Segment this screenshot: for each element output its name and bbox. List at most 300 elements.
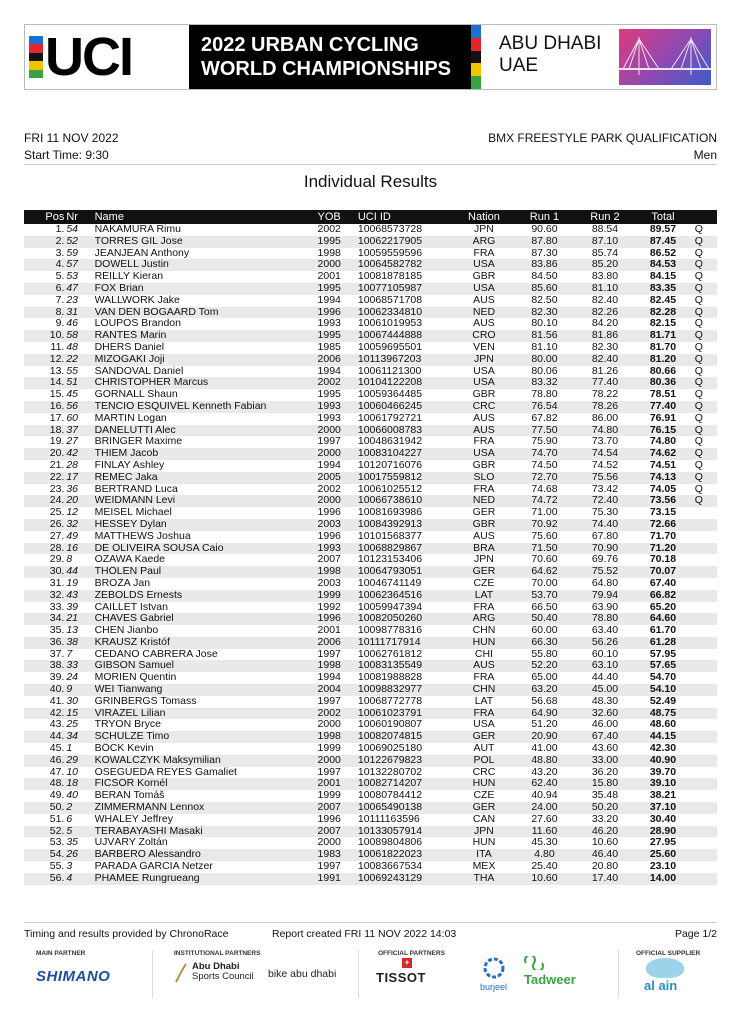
header-divider: [24, 164, 717, 165]
cell-name: OSEGUEDA REYES Gamaliet: [94, 766, 237, 778]
cell-qualified: Q: [691, 425, 717, 437]
cell-total: 61.28: [635, 637, 690, 649]
cell-qualified: [691, 837, 717, 849]
cell-uci-id: 10046741149: [357, 577, 422, 589]
cell-qualified: [691, 743, 717, 755]
cell-uci-id: 10061792721: [357, 412, 423, 424]
cell-nr: 58: [64, 330, 94, 342]
cell-name: MEISEL Michael: [94, 507, 172, 519]
cell-pos: 43.: [49, 719, 65, 731]
cell-total: 14.00: [635, 873, 690, 885]
cell-nr: 37: [64, 425, 94, 437]
cell-nation: FRA: [473, 672, 495, 684]
cell-pos: 36.: [24, 637, 64, 649]
cell-run1: 80.10: [531, 318, 558, 330]
main-partner-label: MAIN PARTNER: [36, 950, 86, 957]
cell-run2: 60.10: [591, 648, 619, 660]
cell-run1: 76.54: [514, 401, 575, 413]
cell-run2: 85.20: [575, 259, 636, 271]
cell-nation: POL: [454, 755, 515, 767]
cell-run1: 24.00: [514, 802, 575, 814]
cell-run2: 88.54: [591, 224, 619, 235]
cell-pos: 3.: [55, 247, 65, 259]
col-run1: Run 1: [514, 210, 575, 224]
cell-run1: 80.06: [531, 365, 558, 377]
cell-total: 54.10: [635, 684, 690, 696]
cell-pos: 4.: [24, 259, 64, 271]
cell-run1: 70.92: [514, 519, 575, 531]
results-table: [24, 210, 717, 885]
table-row: [24, 637, 717, 649]
cell-yob: 2002: [318, 377, 358, 389]
cell-run2: 81.86: [575, 330, 636, 342]
institutional-partners-label: INSTITUTIONAL PARTNERS: [174, 950, 261, 957]
cell-name: CHAVES Gabriel: [95, 613, 318, 625]
cell-qualified: Q: [694, 436, 703, 448]
cell-total: 72.66: [635, 519, 690, 531]
cell-nation: USA: [454, 283, 515, 295]
cell-uci-id: 10066738610: [358, 495, 454, 507]
cell-run1: 52.20: [514, 660, 575, 672]
cell-pos: 22.: [24, 472, 64, 484]
cell-uci-id: 10081878185: [357, 271, 423, 283]
cell-run2: 46.00: [591, 719, 619, 731]
cell-uci-id: 10061023791: [358, 708, 454, 720]
timing-credit: Timing and results provided by ChronoRace: [24, 928, 229, 940]
host-line-1: ABU DHABI: [499, 33, 602, 54]
cell-yob: 2001: [317, 625, 341, 637]
table-row: [24, 318, 717, 330]
cell-run1: 90.60: [531, 224, 558, 235]
host-city: [499, 33, 601, 77]
cell-run2: 82.40: [575, 354, 636, 366]
cell-name: REMEC Jaka: [95, 472, 318, 484]
cell-run1: 66.50: [531, 601, 558, 613]
cell-uci-id: 10068829867: [358, 543, 454, 555]
burjeel-logo: burjeel: [480, 982, 508, 992]
cell-total: 87.45: [635, 236, 690, 248]
cell-nr: 26: [64, 849, 94, 861]
cell-total: 82.28: [635, 307, 690, 319]
cell-nr: 29: [64, 755, 94, 767]
partner-divider: [618, 950, 619, 998]
cell-nation: FRA: [473, 601, 495, 613]
cell-run1: 56.68: [531, 695, 558, 707]
cell-nr: 9: [64, 684, 94, 696]
cell-run1: 27.60: [531, 813, 558, 825]
cell-name: DE OLIVEIRA SOUSA Caio: [95, 543, 318, 555]
cell-total: 86.52: [649, 247, 677, 259]
cell-name: BARBERO Alessandro: [95, 849, 318, 861]
cell-total: 80.66: [649, 365, 677, 377]
cell-run1: 62.40: [514, 778, 575, 790]
cell-total: 82.45: [649, 294, 677, 306]
cell-run1: 71.50: [514, 543, 575, 555]
cell-yob: 1997: [317, 766, 341, 778]
col-pos: Pos: [24, 210, 64, 224]
table-row: [24, 354, 717, 366]
cell-run1: 82.30: [514, 307, 575, 319]
cell-pos: 53.: [49, 837, 65, 849]
cell-yob: 1999: [318, 590, 358, 602]
col-uci-id: UCI ID: [358, 210, 454, 224]
cell-uci-id: 10083667534: [357, 861, 423, 873]
cell-pos: 15.: [49, 389, 65, 401]
cell-run1: 4.80: [514, 849, 575, 861]
cell-name: JEANJEAN Anthony: [94, 247, 190, 259]
cell-pos: 11.: [50, 341, 65, 353]
cell-run1: 70.00: [531, 577, 558, 589]
cell-qualified: [691, 649, 717, 661]
cell-yob: 2005: [318, 472, 358, 484]
cell-yob: 1992: [317, 601, 341, 613]
partner-divider: [358, 950, 359, 998]
cell-pos: 20.: [24, 448, 64, 460]
table-row: [24, 849, 717, 861]
cell-run1: 74.68: [531, 483, 558, 495]
cell-name: REILLY Kieran: [94, 271, 164, 283]
cell-name: LOUPOS Brandon: [94, 318, 181, 330]
cell-nation: CHN: [472, 625, 496, 637]
cell-name: CAILLET Istvan: [94, 601, 168, 613]
table-row: [24, 484, 717, 496]
cell-yob: 1996: [318, 613, 358, 625]
cell-total: 64.60: [635, 613, 690, 625]
cell-nation: JPN: [474, 224, 494, 235]
cell-run2: 78.22: [591, 389, 619, 401]
abu-dhabi-sports-council-logo: [192, 962, 254, 982]
cell-uci-id: 10132280702: [357, 766, 423, 778]
shimano-logo: SHIMANO: [36, 968, 111, 985]
cell-run2: 86.00: [591, 412, 619, 424]
cell-nation: GER: [454, 566, 515, 578]
cell-run2: 70.90: [575, 543, 636, 555]
cell-nr: 21: [64, 613, 94, 625]
cell-run1: 64.62: [514, 566, 575, 578]
cell-pos: 27.: [49, 530, 65, 542]
partner-divider: [152, 950, 153, 998]
cell-nr: 28: [66, 459, 79, 471]
cell-nr: 53: [66, 271, 79, 283]
cell-nation: LAT: [474, 695, 494, 707]
cell-nation: ARG: [454, 236, 515, 248]
cell-run2: 69.76: [591, 554, 619, 566]
cell-qualified: [691, 602, 717, 614]
cell-uci-id: 10059364485: [357, 389, 423, 401]
adsc-line-1: Abu Dhabi: [192, 961, 240, 972]
championship-title-box: [189, 25, 471, 89]
cell-nation: GBR: [472, 459, 496, 471]
cell-uci-id: 10065490138: [358, 802, 454, 814]
cell-name: CHEN Jianbo: [94, 625, 159, 637]
table-row: [24, 259, 717, 271]
cell-qualified: [691, 731, 717, 743]
cell-qualified: Q: [694, 389, 703, 401]
table-row: [24, 401, 717, 413]
cell-pos: 32.: [24, 590, 64, 602]
cell-total: 74.80: [649, 436, 677, 448]
cell-uci-id: 10101568377: [357, 530, 423, 542]
cell-run2: 67.40: [575, 731, 636, 743]
cell-uci-id: 10133057914: [358, 826, 454, 838]
table-row: [24, 436, 717, 448]
cell-total: 23.10: [649, 861, 677, 873]
cell-yob: 2004: [318, 684, 358, 696]
cell-total: 81.70: [649, 341, 677, 353]
cell-run2: 17.40: [575, 873, 636, 885]
official-supplier-label: OFFICIAL SUPPLIER: [636, 950, 701, 957]
cell-run1: 70.60: [531, 554, 558, 566]
cell-run2: 33.00: [575, 755, 636, 767]
cell-nr: 3: [66, 861, 73, 873]
cell-uci-id: 10061121300: [357, 365, 422, 377]
cell-run2: 46.40: [575, 849, 636, 861]
table-row: [24, 342, 717, 354]
cell-nation: CZE: [473, 790, 495, 802]
cell-pos: 31.: [49, 577, 65, 589]
cell-run2: 43.60: [591, 743, 619, 755]
cell-qualified: [691, 684, 717, 696]
cell-nation: NED: [454, 307, 515, 319]
cell-pos: 6.: [24, 283, 64, 295]
cell-name: MARTIN Logan: [94, 412, 167, 424]
cell-run2: 83.80: [591, 271, 619, 283]
cell-qualified: [691, 590, 717, 602]
cell-yob: 1998: [317, 247, 341, 259]
cell-run1: 87.30: [531, 247, 558, 259]
cell-uci-id: 10077105987: [358, 283, 454, 295]
cell-name: SANDOVAL Daniel: [94, 365, 184, 377]
cell-pos: 46.: [24, 755, 64, 767]
cell-run2: 82.26: [575, 307, 636, 319]
cell-qualified: Q: [691, 495, 717, 507]
cell-name: FOX Brian: [95, 283, 318, 295]
cell-pos: 25.: [49, 507, 65, 519]
cell-qualified: Q: [694, 483, 703, 495]
cell-qualified: [691, 696, 717, 708]
event-date: FRI 11 NOV 2022: [24, 131, 119, 145]
cell-pos: 7.: [55, 294, 65, 306]
cell-uci-id: 10059559596: [357, 247, 423, 259]
cell-total: 70.07: [635, 566, 690, 578]
abu-dhabi-sports-council-icon: [174, 962, 188, 984]
cell-name: CEDANO CABRERA Jose: [94, 648, 218, 660]
cell-nation: USA: [473, 365, 495, 377]
cell-qualified: [691, 543, 717, 555]
cell-nr: 19: [66, 577, 79, 589]
cell-name: WEI Tianwang: [95, 684, 318, 696]
cell-pos: 16.: [24, 401, 64, 413]
cell-pos: 56.: [24, 873, 64, 885]
cell-nation: USA: [454, 448, 515, 460]
cell-total: 44.15: [635, 731, 690, 743]
cell-run1: 71.00: [531, 507, 558, 519]
footer-divider: [24, 922, 717, 923]
cell-nation: AUS: [454, 660, 515, 672]
tissot-cross-icon: +: [402, 958, 412, 968]
cell-total: 61.70: [649, 625, 677, 637]
cell-qualified: Q: [694, 459, 703, 471]
cell-name: WALLWORK Jake: [94, 294, 180, 306]
event-banner: [24, 24, 717, 90]
cell-uci-id: 10082714207: [358, 778, 454, 790]
cell-yob: 2000: [317, 719, 341, 731]
cell-nation: CRC: [472, 766, 496, 778]
cell-nr: 31: [64, 307, 94, 319]
cell-uci-id: 10059947394: [357, 601, 423, 613]
cell-total: 37.10: [635, 802, 690, 814]
cell-yob: 2007: [318, 826, 358, 838]
cell-uci-id: 10098778316: [357, 625, 423, 637]
cell-nation: CHI: [474, 648, 493, 660]
cell-qualified: Q: [691, 401, 717, 413]
cell-run1: 72.70: [514, 472, 575, 484]
cell-name: FICSÓR Kornél: [95, 778, 318, 790]
cell-nr: 13: [66, 625, 79, 637]
cell-total: 30.40: [649, 813, 677, 825]
cell-name: DHERS Daniel: [94, 341, 165, 353]
cell-qualified: [691, 672, 717, 684]
cell-name: HESSEY Dylan: [95, 519, 318, 531]
cell-qualified: Q: [694, 341, 703, 353]
cell-pos: 40.: [24, 684, 64, 696]
col-nr: Nr: [64, 210, 94, 224]
cell-qualified: Q: [694, 412, 703, 424]
cell-qualified: [691, 660, 717, 672]
cell-qualified: Q: [694, 365, 703, 377]
cell-nation: GER: [454, 731, 515, 743]
cell-run2: 78.26: [575, 401, 636, 413]
cell-uci-id: 10082074815: [358, 731, 454, 743]
cell-pos: 51.: [49, 813, 65, 825]
cell-pos: 24.: [24, 495, 64, 507]
cell-nation: BRA: [454, 543, 515, 555]
cell-nation: HUN: [472, 837, 496, 849]
cell-run2: 63.10: [575, 660, 636, 672]
cell-nr: 48: [66, 341, 79, 353]
table-row: [24, 448, 717, 460]
tissot-logo: TISSOT: [376, 970, 426, 985]
cell-name: TORRES GIL Jose: [95, 236, 318, 248]
cell-qualified: [691, 873, 717, 885]
cell-uci-id: 10089804806: [357, 837, 423, 849]
table-row: [24, 224, 717, 236]
cell-nr: 47: [64, 283, 94, 295]
cell-total: 82.15: [649, 318, 677, 330]
cell-nation: VEN: [473, 341, 495, 353]
cell-run1: 40.94: [531, 790, 558, 802]
cell-uci-id: 10111163596: [357, 813, 420, 825]
cell-pos: 50.: [24, 802, 64, 814]
cell-uci-id: 10104122208: [358, 377, 454, 389]
cell-name: ZEBOLDS Ernests: [95, 590, 318, 602]
cell-pos: 44.: [24, 731, 64, 743]
cell-name: THÖLEN Paul: [95, 566, 318, 578]
cell-qualified: [691, 519, 717, 531]
cell-nr: 20: [64, 495, 94, 507]
cell-nr: 4: [64, 873, 94, 885]
cell-pos: 54.: [24, 849, 64, 861]
cell-uci-id: 10061019953: [357, 318, 423, 330]
cell-total: 48.60: [649, 719, 677, 731]
cell-name: VAN DEN BOGAARD Tom: [95, 307, 318, 319]
table-row: [24, 271, 717, 283]
cell-uci-id: 10068571708: [357, 294, 423, 306]
cell-run1: 45.30: [531, 837, 558, 849]
cell-yob: 1995: [317, 389, 341, 401]
cell-yob: 1996: [318, 307, 358, 319]
cell-qualified: Q: [691, 236, 717, 248]
cell-run2: 33.20: [591, 813, 619, 825]
report-created: Report created FRI 11 NOV 2022 14:03: [272, 928, 457, 940]
cell-yob: 2000: [318, 448, 358, 460]
cell-nr: 34: [64, 731, 94, 743]
cell-nr: 6: [66, 813, 73, 825]
cell-run2: 48.30: [591, 695, 619, 707]
cell-nation: CHN: [454, 684, 515, 696]
cell-nation: GBR: [472, 271, 496, 283]
table-row: [24, 366, 717, 378]
cell-pos: 41.: [49, 695, 65, 707]
cell-name: BRINGER Maxime: [94, 436, 183, 448]
cell-qualified: [691, 531, 717, 543]
cell-nation: GBR: [454, 519, 515, 531]
cell-nation: MEX: [472, 861, 496, 873]
cell-run1: 83.86: [514, 259, 575, 271]
cell-run1: 78.80: [531, 389, 558, 401]
cell-uci-id: 10062217905: [358, 236, 454, 248]
cell-yob: 1996: [317, 507, 341, 519]
cell-total: 27.95: [649, 837, 677, 849]
cell-pos: 49.: [49, 790, 65, 802]
al-ain-logo: al ain: [644, 978, 678, 993]
cell-uci-id: 10062334810: [358, 307, 454, 319]
cell-nr: 30: [66, 695, 79, 707]
table-row: [24, 696, 717, 708]
cell-name: WEIDMANN Levi: [95, 495, 318, 507]
cell-total: 66.82: [635, 590, 690, 602]
cell-total: 81.71: [635, 330, 690, 342]
cell-yob: 1993: [318, 401, 358, 413]
cell-total: 74.51: [649, 459, 677, 471]
cell-qualified: Q: [694, 247, 703, 259]
cell-run1: 75.90: [531, 436, 558, 448]
table-row: [24, 684, 717, 696]
cell-total: 28.90: [635, 826, 690, 838]
cell-run2: 20.80: [591, 861, 619, 873]
cell-nr: 60: [66, 412, 79, 424]
cell-run1: 87.80: [514, 236, 575, 248]
cell-yob: 2002: [318, 708, 358, 720]
cell-nation: SLO: [454, 472, 515, 484]
cell-nation: NED: [454, 495, 515, 507]
cell-nation: HUN: [454, 637, 515, 649]
cell-run1: 63.20: [514, 684, 575, 696]
cell-nr: 32: [64, 519, 94, 531]
cell-nr: 59: [66, 247, 79, 259]
cell-nation: GBR: [472, 389, 496, 401]
cell-qualified: Q: [691, 448, 717, 460]
cell-name: TERABAYASHI Masaki: [95, 826, 318, 838]
table-row: [24, 377, 717, 389]
cell-yob: 1993: [318, 543, 358, 555]
cell-total: 25.60: [635, 849, 690, 861]
cell-yob: 1994: [317, 672, 341, 684]
event-name: BMX FREESTYLE PARK QUALIFICATION: [488, 131, 717, 145]
cell-name: RANTEŠ Marin: [95, 330, 318, 342]
table-row: [24, 755, 717, 767]
cell-run2: 75.52: [575, 566, 636, 578]
